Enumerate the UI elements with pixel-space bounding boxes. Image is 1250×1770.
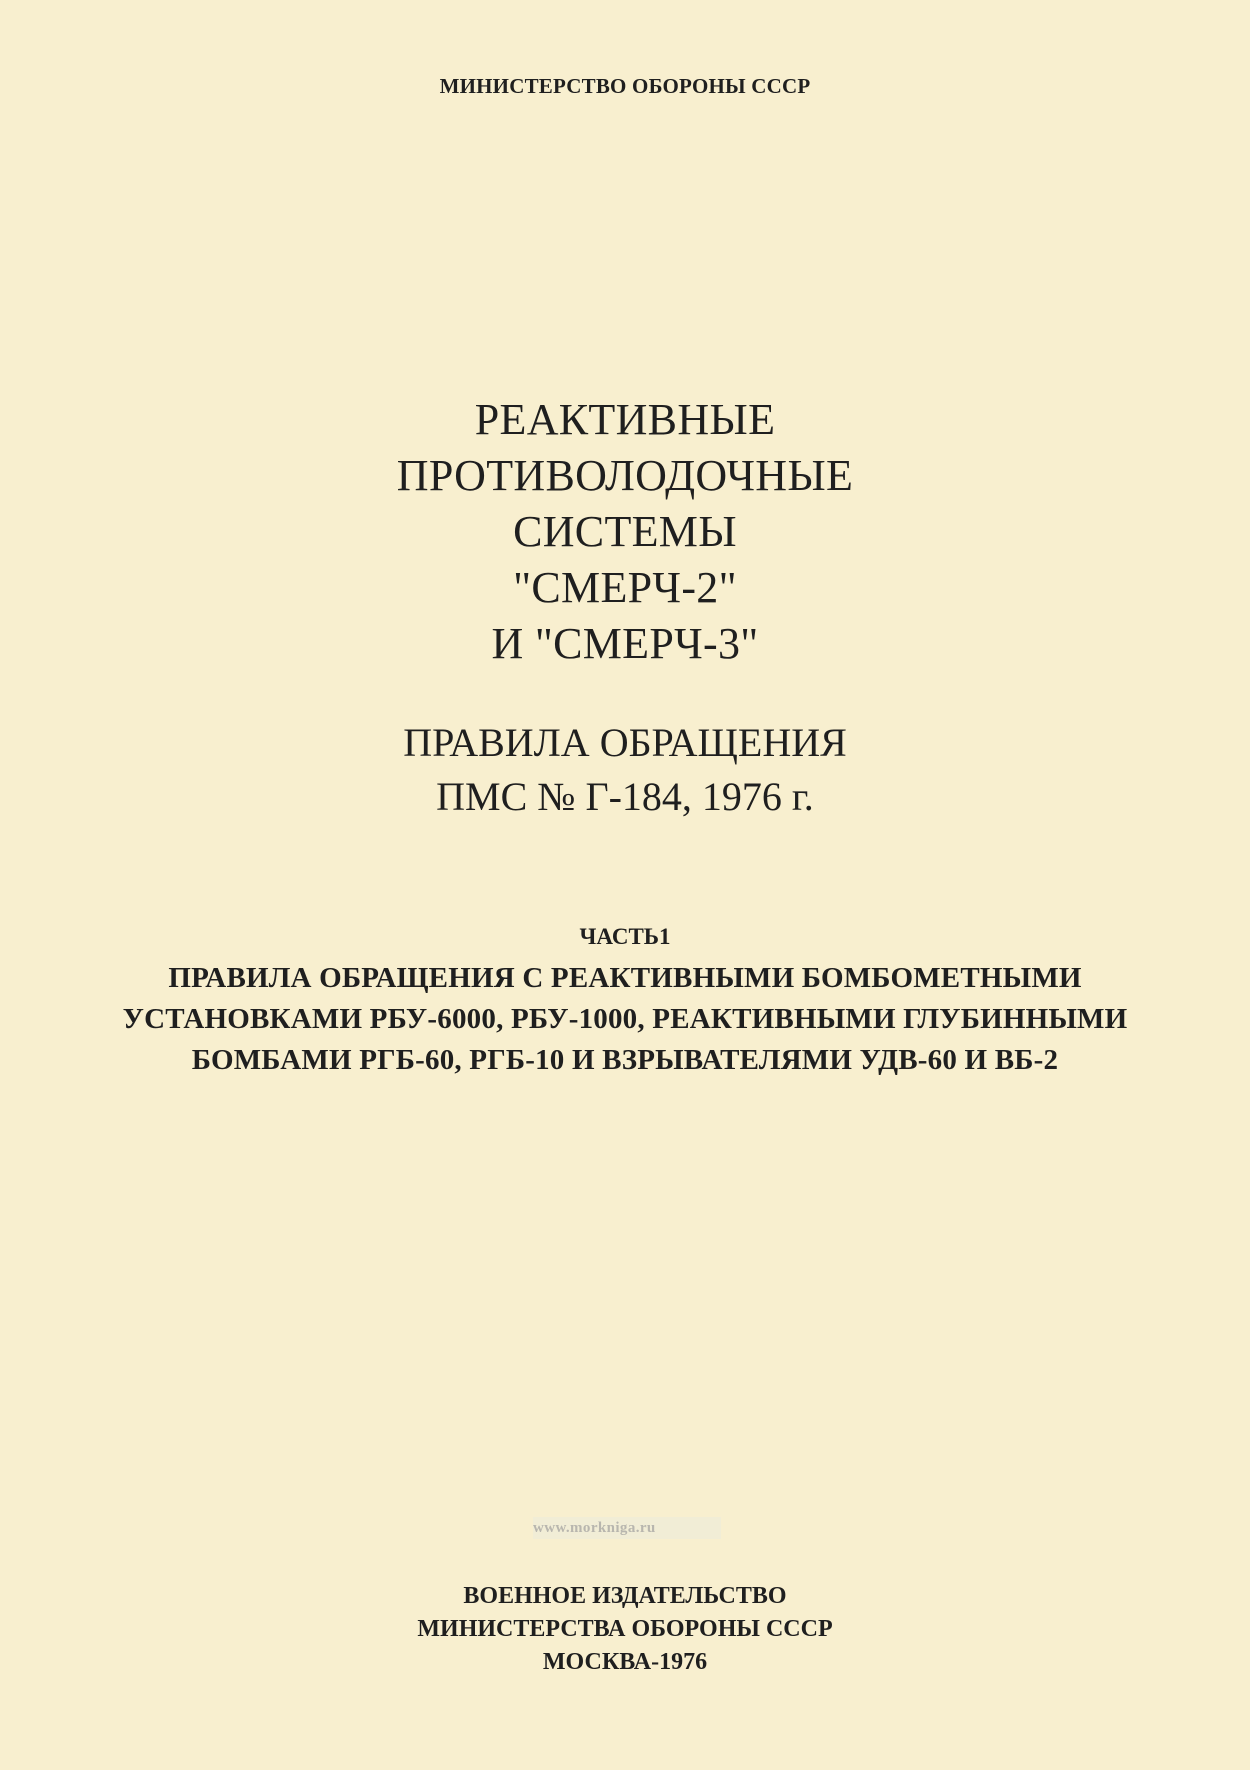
ministry-header: МИНИСТЕРСТВО ОБОРОНЫ СССР: [439, 74, 811, 98]
part-description: [0, 958, 1250, 1081]
main-title: [0, 392, 1250, 672]
publisher-line: МИНИСТЕРСТВА ОБОРОНЫ СССР: [417, 1616, 833, 1642]
title-line: ПРОТИВОЛОДОЧНЫЕ: [396, 451, 854, 500]
publisher-imprint: [0, 1580, 1250, 1679]
publisher-line: ВОЕННОЕ ИЗДАТЕЛЬСТВО: [463, 1583, 787, 1609]
publisher-city-year: МОСКВА-1976: [542, 1649, 708, 1675]
website-watermark: www.morkniga.ru: [533, 1517, 721, 1539]
title-line: "СМЕРЧ-2": [513, 563, 737, 612]
title-line: СИСТЕМЫ: [513, 507, 737, 556]
part-description-line: УСТАНОВКАМИ РБУ-6000, РБУ-1000, РЕАКТИВНЫМИ ГЛУБИННЫМИ: [122, 1003, 1128, 1035]
title-line: РЕАКТИВНЫЕ: [474, 395, 776, 444]
title-line: И "СМЕРЧ-3": [491, 619, 759, 668]
part-description-line: ПРАВИЛА ОБРАЩЕНИЯ С РЕАКТИВНЫМИ БОМБОМЕТНЫМИ: [168, 962, 1082, 994]
document-number: ПМС № Г-184, 1976 г.: [436, 774, 814, 819]
part-label: ЧАСТЬ1: [579, 924, 671, 949]
part-description-line: БОМБАМИ РГБ-60, РГБ-10 И ВЗРЫВАТЕЛЯМИ УДВ-60 И ВБ-2: [191, 1044, 1059, 1076]
rules-title: ПРАВИЛА ОБРАЩЕНИЯ: [403, 720, 847, 765]
rules-heading: [0, 716, 1250, 824]
